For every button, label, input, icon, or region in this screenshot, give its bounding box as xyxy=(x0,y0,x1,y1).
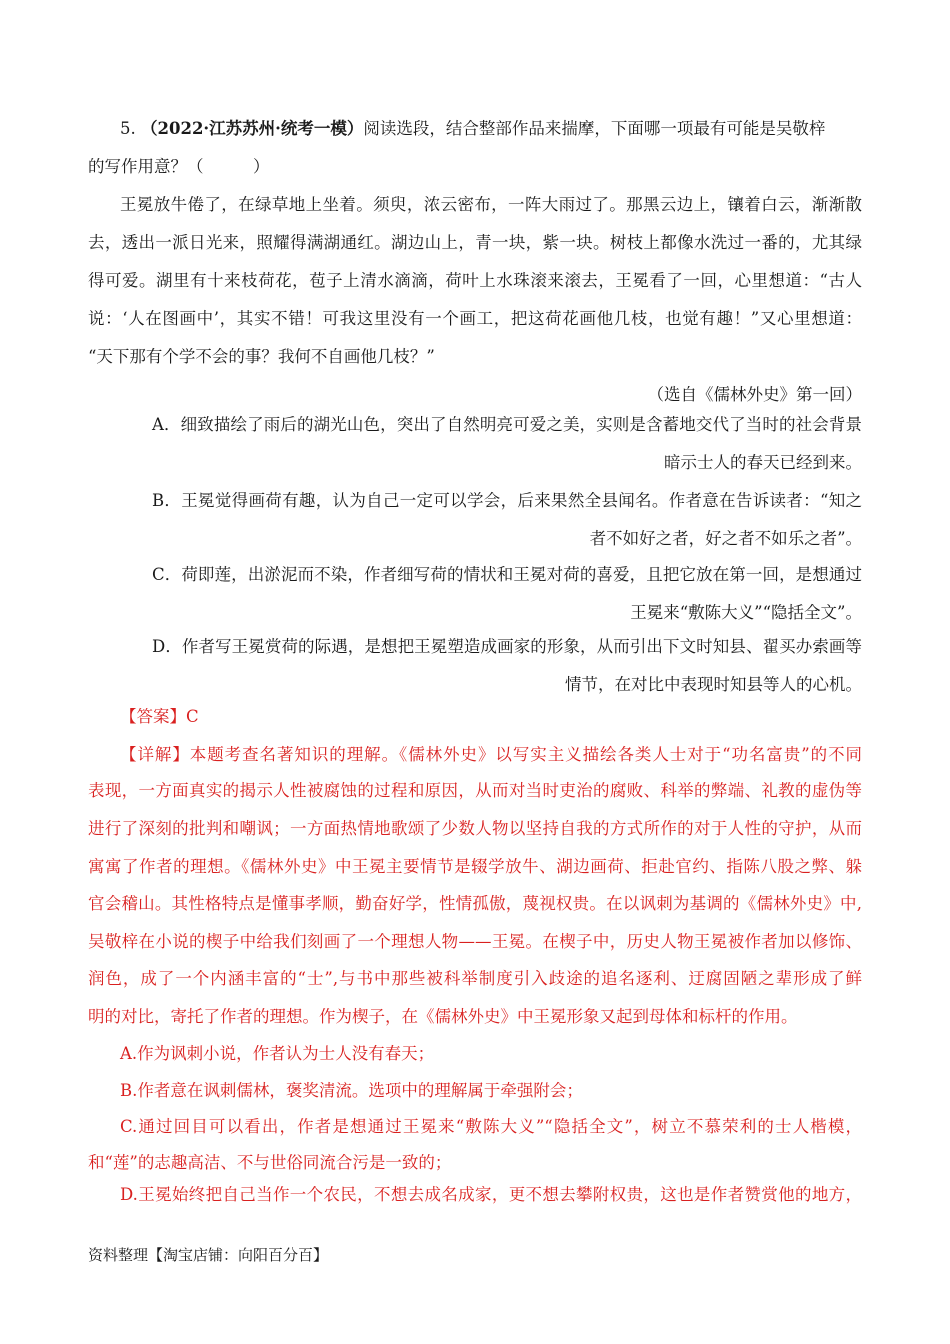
passage-line: 王冕放牛倦了，在绿草地上坐着。须臾，浓云密布，一阵大雨过了。那黑云边上，镶着白云，渐渐散 xyxy=(120,195,862,214)
option-d-line-2: 情节，在对比中表现时知县等人的心机。 xyxy=(565,675,862,694)
question-line-2: 的写作用意？（ ） xyxy=(88,157,270,176)
explanation-line: 润色，成了一个内涵丰富的“士”,与书中那些被科举制度引入歧途的追名逐利、迂腐固陋之辈形成了鲜 xyxy=(88,969,862,988)
analysis-point-c: C.通过回目可以看出，作者是想通过王冕来“敷陈大义”“隐括全文”，树立不慕荣利的士人楷模， xyxy=(120,1117,862,1136)
passage-line: 说：‘人在图画中’，其实不错！可我这里没有一个画工，把这荷花画他几枝，也觉有趣！”又心里想道： xyxy=(88,309,862,328)
explanation-line: 明的对比，寄托了作者的理想。作为楔子，在《儒林外史》中王冕形象又起到母体和标杆的作用。 xyxy=(88,1007,798,1026)
passage-line: “天下那有个学不会的事？我何不自画他几枝？” xyxy=(88,347,435,366)
answer-line xyxy=(120,706,199,728)
question-number: 5. xyxy=(120,119,136,138)
question-source: （2022·江苏苏州·统考一模） xyxy=(141,119,364,138)
passage-line: 去，透出一派日光来，照耀得满湖通红。湖边山上，青一块，紫一块。树枝上都像水洗过一番的，尤其绿 xyxy=(88,233,862,252)
analysis-point-b: B.作者意在讽刺儒林，褒奖清流。选项中的理解属于牵强附会； xyxy=(120,1081,583,1100)
option-a-line-1: A．细致描绘了雨后的湖光山色，突出了自然明亮可爱之美，实则是含蓄地交代了当时的社会背景 xyxy=(152,415,862,434)
option-c-line-1: C．荷即莲，出淤泥而不染，作者细写荷的情状和王冕对荷的喜爱，且把它放在第一回，是想通过 xyxy=(152,565,862,584)
analysis-point-a: A.作为讽刺小说，作者认为士人没有春天； xyxy=(120,1044,435,1063)
page-footer: 资料整理【淘宝店铺：向阳百分百】 xyxy=(88,1246,329,1264)
explanation-line: 吴敬梓在小说的楔子中给我们刻画了一个理想人物——王冕。在楔子中，历史人物王冕被作者加以修饰、 xyxy=(88,932,862,951)
explanation-line: 官会稽山。其性格特点是懂事孝顺，勤奋好学，性情孤傲，蔑视权贵。在以讽刺为基调的《儒林外史》中, xyxy=(88,894,862,913)
option-a-line-2: 暗示士人的春天已经到来。 xyxy=(664,453,862,472)
passage-citation: （选自《儒林外史》第一回） xyxy=(647,385,862,404)
analysis-point-d: D.王冕始终把自己当作一个农民，不想去成名成家，更不想去攀附权贵，这也是作者赞赏他的地方， xyxy=(120,1185,862,1204)
answer-value: C xyxy=(186,707,199,726)
passage-line: 得可爱。湖里有十来枝荷花，苞子上清水滴滴，荷叶上水珠滚来滚去，王冕看了一回，心里想道：“古人 xyxy=(88,271,862,290)
option-c-line-2: 王冕来“敷陈大义”“隐括全文”。 xyxy=(630,603,862,622)
explanation-line: 寓寓了作者的理想。《儒林外史》中王冕主要情节是辍学放牛、湖边画荷、拒赴官约、指陈八股之弊、躲 xyxy=(88,857,862,876)
explanation-line: 表现，一方面真实的揭示人性被腐蚀的过程和原因，从而对当时吏治的腐败、科举的弊端、礼教的虚伪等 xyxy=(88,781,862,800)
explanation-line-1 xyxy=(120,744,862,766)
option-b-line-1: B．王冕觉得画荷有趣，认为自己一定可以学会，后来果然全县闻名。作者意在告诉读者：“知之 xyxy=(152,491,862,510)
option-b-line-2: 者不如好之者，好之者不如乐之者”。 xyxy=(589,529,862,548)
answer-label: 【答案】 xyxy=(120,707,186,726)
explanation-line: 进行了深刻的批判和嘲讽；一方面热情地歌颂了少数人物以坚持自我的方式所作的对于人性的守护，从而 xyxy=(88,819,862,838)
question-prompt: 阅读选段，结合整部作品来揣摩，下面哪一项最有可能是吴敬梓 xyxy=(363,119,826,138)
option-d-line-1: D．作者写王冕赏荷的际遇，是想把王冕塑造成画家的形象，从而引出下文时知县、翟买办索画等 xyxy=(152,637,862,656)
explanation-label: 【详解】 xyxy=(120,745,190,764)
analysis-point-c-cont: 和“莲”的志趣高洁、不与世俗同流合污是一致的； xyxy=(88,1153,452,1172)
question-line-1 xyxy=(120,118,825,140)
explanation-text: 本题考查名著知识的理解。《儒林外史》以写实主义描绘各类人士对于“功名富贵”的不同 xyxy=(189,745,863,764)
